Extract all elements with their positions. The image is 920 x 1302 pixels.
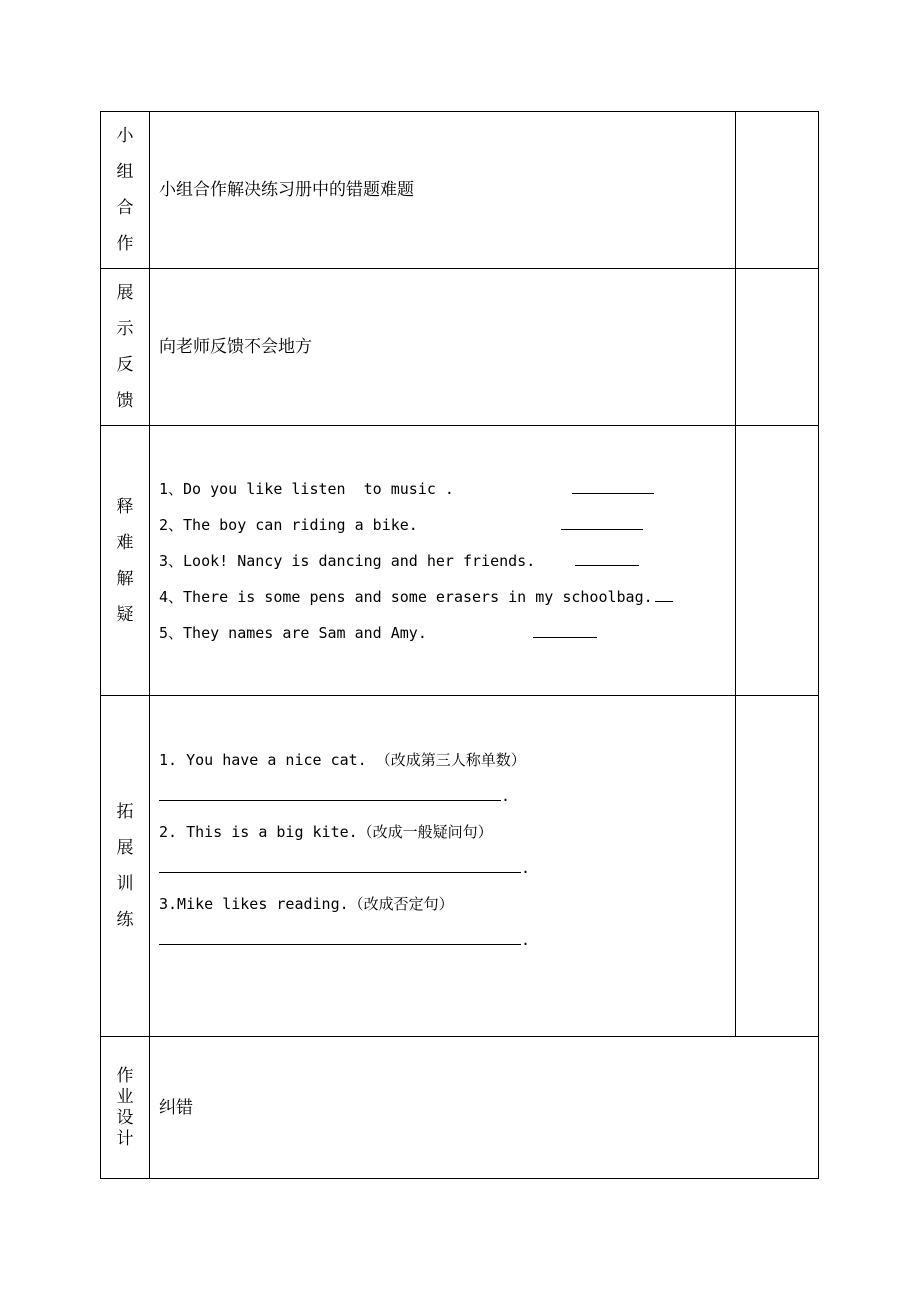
list-item: 2、The boy can riding a bike. (159, 507, 735, 543)
list-item: 3、Look! Nancy is dancing and her friends. (159, 543, 735, 579)
row-label: 拓 展 训 练 (116, 802, 134, 930)
list-item: 2. This is a big kite.（改成一般疑问句） (159, 823, 493, 841)
row-content-cell (150, 426, 736, 696)
row-label-cell (101, 426, 150, 696)
side-cell (736, 426, 819, 696)
row-label: 作 业 设 计 (116, 1065, 134, 1149)
list-item: 1、Do you like listen to music . (159, 471, 735, 507)
row-label-cell (101, 696, 150, 1037)
side-cell (736, 696, 819, 1037)
answer-blank[interactable] (575, 550, 639, 566)
side-cell (736, 269, 819, 426)
row-label-cell (101, 112, 150, 269)
table-row (101, 1037, 819, 1179)
answer-line[interactable]: . (159, 922, 735, 958)
table-row (101, 696, 819, 1037)
row-content-text: 纠错 (159, 1097, 193, 1118)
list-item: 5、They names are Sam and Amy. (159, 615, 735, 651)
answer-line[interactable]: . (159, 850, 735, 886)
side-cell (736, 112, 819, 269)
answer-blank[interactable] (655, 586, 673, 602)
row-label-cell (101, 1037, 150, 1179)
lesson-plan-table (100, 111, 819, 1179)
list-item: 3.Mike likes reading.（改成否定句） (159, 895, 454, 913)
row-content-cell (150, 112, 736, 269)
answer-blank[interactable] (561, 514, 643, 530)
row-label-cell (101, 269, 150, 426)
row-label: 释 难 解 疑 (116, 496, 134, 625)
list-item: 4、There is some pens and some erasers in my schoolbag. (159, 579, 735, 615)
table-row (101, 269, 819, 426)
row-content-text: 小组合作解决练习册中的错题难题 (159, 180, 414, 200)
list-item: 1. You have a nice cat. （改成第三人称单数） (159, 751, 526, 769)
row-content-cell (150, 1037, 819, 1179)
table-row (101, 426, 819, 696)
row-content-cell (150, 269, 736, 426)
answer-blank[interactable] (572, 478, 654, 494)
table-row (101, 112, 819, 269)
row-label: 展 示 反 馈 (116, 283, 134, 411)
row-content-text: 向老师反馈不会地方 (159, 337, 312, 357)
row-content-cell (150, 696, 736, 1037)
row-label: 小 组 合 作 (116, 126, 134, 254)
answer-blank[interactable] (533, 622, 597, 638)
answer-line[interactable]: . (159, 778, 735, 814)
